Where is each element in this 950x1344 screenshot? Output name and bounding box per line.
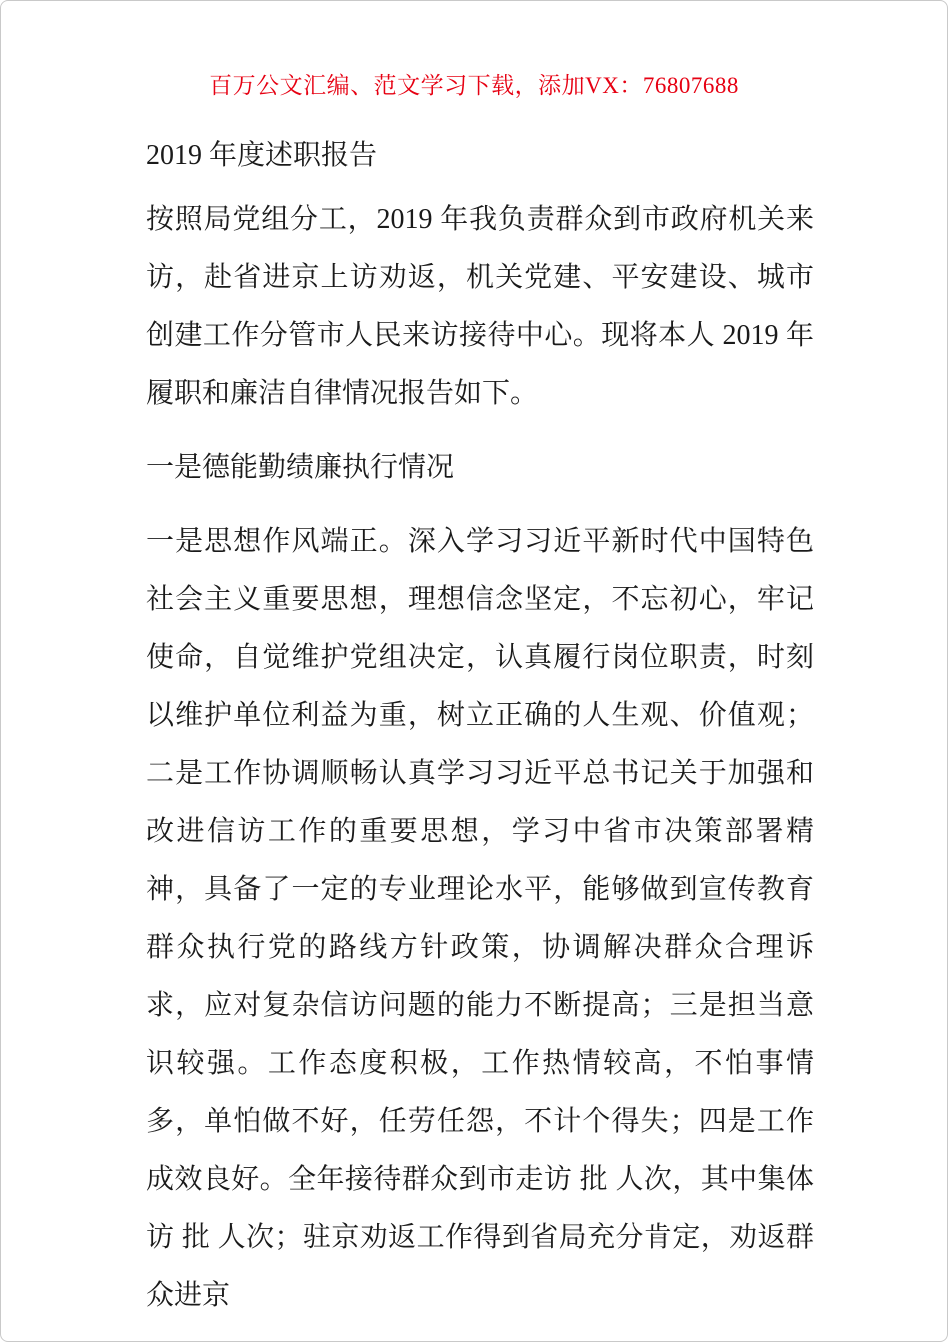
document-body — [146, 127, 814, 1341]
section-heading: 一是德能勤绩廉执行情况 — [146, 452, 455, 483]
intro-paragraph: 按照局党组分工，2019 年我负责群众到市政府机关来访，赴省进京上访劝返，机关党建、平安建设、城市创建工作分管市人民来访接待中心。现将本人 2019 年履职和廉洁自律情况报告如下。 — [146, 204, 814, 409]
promo-watermark-text: 百万公文汇编、范文学习下载，添加VX：76807688 — [209, 73, 739, 98]
document-title: 2019 年度述职报告 — [146, 140, 378, 171]
body-paragraph: 一是思想作风端正。深入学习习近平新时代中国特色社会主义重要思想，理想信念坚定，不忘初心，牢记使命，自觉维护党组决定，认真履行岗位职责，时刻以维护单位利益为重，树立正确的人生观、价值观；二是工作协调顺畅认真学习习近平总书记关于加强和改进信访工作的重要思想，学习中省市决策部署精神，具备了一定的专业理论水平，能够做到宣传教育群众执行党的路线方针政策，协调解决群众合理诉求，应对复杂信访问题的能力不断提高；三是担当意识较强。工作态度积极，工作热情较高，不怕事情多，单怕做不好，任劳任怨，不计个得失；四是工作成效良好。全年接待群众到市走访 批 人次，其中集体访 批 人次；驻京劝返工作得到省局充分肯定，劝返群众进京 — [146, 526, 814, 1311]
